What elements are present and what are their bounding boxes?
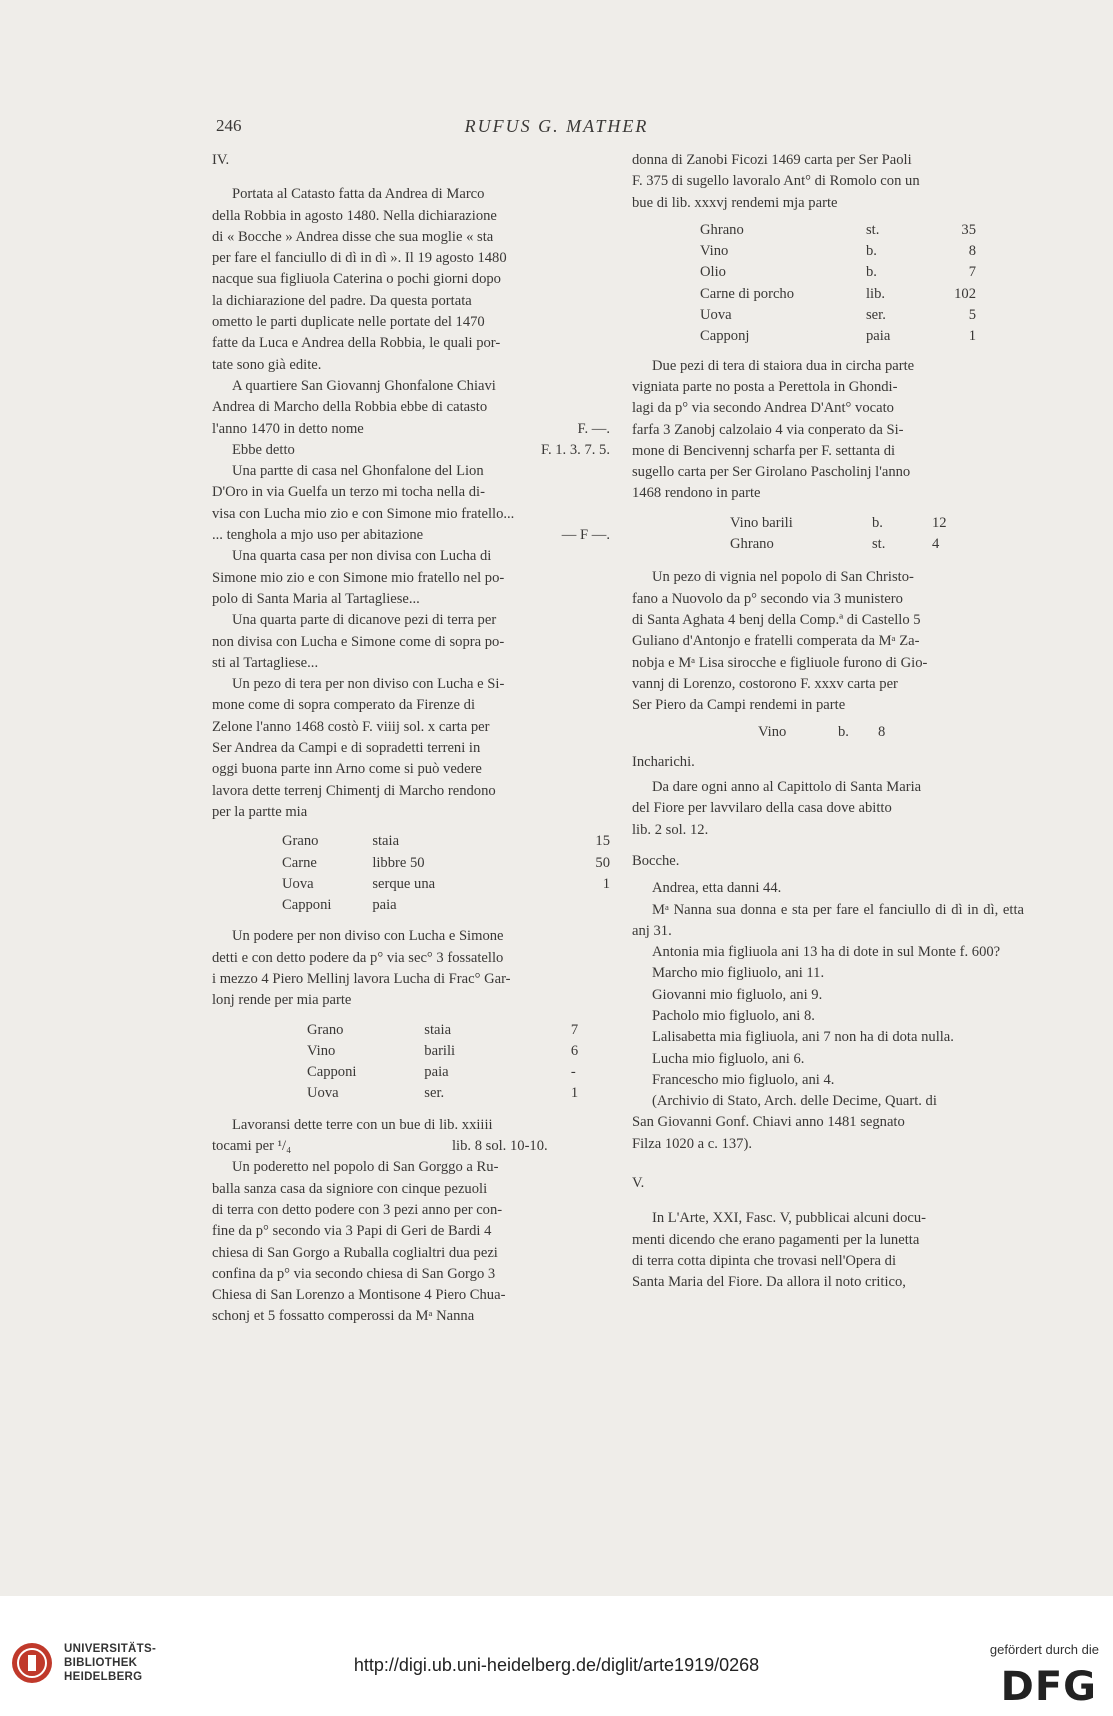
table-cell: barili [424, 1042, 456, 1059]
table-cell: 1 [968, 328, 976, 345]
text-line: Ser Andrea da Campi e di sopradetti terreni in [212, 740, 481, 757]
quarta-parte-paragraph [212, 610, 610, 674]
table-cell: b. [866, 264, 877, 281]
tocami-line [212, 1136, 610, 1157]
text-line: donna di Zanobi Ficozi 1469 carta per Ser Paoli [632, 152, 912, 168]
capittolo-value: lib. 2 sol. 12. [632, 821, 709, 838]
text-line: per la partte mia [212, 803, 308, 820]
table-row [212, 831, 610, 852]
text-line: lavora dette terrenj Chimentj di Marcho rendono [212, 782, 496, 799]
library-line: HEIDELBERG [64, 1671, 143, 1683]
podere-paragraph [212, 926, 610, 1011]
table-cell: Capponj [700, 328, 750, 345]
table-cell: 15 [595, 833, 610, 850]
table-cell: 5 [968, 307, 976, 324]
anno-value: F. —. [577, 420, 610, 437]
list-item: Andrea, etta danni 44. [652, 880, 782, 897]
text-line: schonj et 5 fossatto comperossi da Mᵃ Nanna [212, 1308, 475, 1325]
text-line: vannj di Lorenzo, costorono F. xxxv carta per [632, 675, 898, 692]
text-line: oggi buona parte inn Arno come si può vedere [212, 761, 482, 778]
text-line: confina da p° via secondo chiesa di San Gorgo 3 [212, 1265, 496, 1282]
text-line: ometto le parti duplicate nelle portate del 1470 [212, 314, 485, 331]
text-line: di terra cotta dipinta che trovasi nell'Opera di [632, 1252, 896, 1269]
incharichi-heading: Incharichi. [632, 753, 695, 770]
table-cell: - [570, 1064, 576, 1081]
archivio-paragraph [632, 1091, 1024, 1155]
table-cell: Uova [282, 875, 314, 892]
text-line: Un podere per non diviso con Lucha e Simone [232, 928, 504, 945]
text-line: Santa Maria del Fiore. Da allora il noto critico, [632, 1274, 906, 1291]
table-cell: Uova [700, 307, 732, 324]
table-cell: 1 [570, 1085, 579, 1102]
section-heading-v: V. [632, 1175, 645, 1192]
text-line: D'Oro in via Guelfa un terzo mi tocha nella di- [212, 484, 485, 501]
text-line: nacque sua figliuola Caterina o pochi giorni dopo [212, 271, 501, 288]
table-row [212, 1062, 610, 1083]
rent-table-1 [212, 831, 610, 916]
ebbe-value: F. 1. 3. 7. 5. [541, 441, 610, 458]
text-line: In L'Arte, XXI, Fasc. V, pubblicai alcuni docu- [652, 1210, 927, 1227]
table-cell: 35 [961, 221, 976, 238]
table-cell: Carne [282, 854, 317, 871]
tocami-text: tocami per ¹/₄ [212, 1138, 292, 1155]
ebbe-text: Ebbe detto [232, 441, 295, 458]
table-row [212, 1020, 610, 1041]
due-pezi-paragraph [632, 356, 1024, 505]
library-line: UNIVERSITÄTS- [64, 1643, 157, 1655]
list-item: Giovanni mio figluolo, ani 9. [652, 986, 823, 1003]
table-cell: b. [866, 243, 877, 260]
table-cell: st. [866, 221, 880, 238]
table-cell: Capponi [282, 897, 332, 914]
footer-bar [0, 1596, 1113, 1716]
text-line: Ser Piero da Campi rendemi in parte [632, 697, 846, 714]
table-cell: 8 [878, 724, 886, 741]
text-line: Chiesa di San Lorenzo a Montisone 4 Piero Chua- [212, 1287, 506, 1304]
table-row [632, 284, 1024, 305]
table-cell: 50 [595, 854, 610, 871]
table-row [632, 220, 1024, 241]
text-line: San Giovanni Gonf. Chiavi anno 1481 segnato [632, 1114, 905, 1131]
funded-by-label: gefördert durch die [989, 1642, 1099, 1657]
text-line: della Robbia in agosto 1480. Nella dichiarazione [212, 207, 497, 224]
table-row [212, 853, 610, 874]
table-cell [572, 895, 610, 916]
text-line: menti dicendo che erano pagamenti per la lunetta [632, 1231, 920, 1248]
table-row [212, 1041, 610, 1062]
donna-paragraph [632, 150, 1024, 214]
text-line: Un pezo di tera per non diviso con Lucha e Si- [232, 676, 505, 693]
text-line: Portata al Catasto fatta da Andrea di Marco [232, 186, 485, 203]
text-line: F. 375 di sugello lavoralo Ant° di Romolo con un [632, 173, 920, 190]
table-cell: Ghrano [700, 221, 744, 238]
dfg-logo: DFG [1000, 1664, 1097, 1710]
text-line: non divisa con Lucha e Simone come di sopra po- [212, 633, 505, 650]
text-line: fine da p° secondo via 3 Papi di Geri de Bardi 4 [212, 1223, 492, 1240]
table-row [632, 262, 1024, 283]
text-line: fano a Nuovolo da p° secondo via 3 munistero [632, 590, 903, 607]
text-line: per fare el fanciullo di dì in dì ». Il 19 agosto 1480 [212, 250, 507, 267]
list-item: Antonia mia figliuola ani 13 ha di dote in sul Monte f. 600? [652, 944, 1001, 961]
table-cell: staia [372, 833, 400, 850]
quartiere-paragraph [212, 376, 610, 419]
text-line: nobja e Mᵃ Lisa sirocche e figliuole furono di Gio- [632, 654, 928, 671]
text-line: Un pezo di vignia nel popolo di San Christo- [652, 569, 914, 586]
list-item: Francescho mio figluolo, ani 4. [652, 1071, 835, 1088]
poderetto-paragraph [212, 1157, 610, 1327]
text-line: balla sanza casa da signiore con cinque pezuoli [212, 1180, 488, 1197]
table-cell: paia [866, 328, 891, 345]
text-line: visa con Lucha mio zio e con Simone mio fratello... [212, 505, 515, 522]
partte-paragraph [212, 461, 610, 525]
text-line: del Fiore per lavvilaro della casa dove abitto [632, 800, 892, 817]
anno-text: l'anno 1470 in detto nome [212, 420, 364, 437]
permalink-url[interactable]: http://digi.ub.uni-heidelberg.de/diglit/arte1919/0268 [353, 1655, 760, 1675]
section-heading-iv: IV. [212, 152, 230, 168]
tocami-value: lib. 8 sol. 10-10. [452, 1138, 548, 1155]
table-cell: Vino barili [730, 514, 793, 531]
text-line: Simone mio zio e con Simone mio fratello nel po- [212, 569, 505, 586]
list-item: Lalisabetta mia figliuola, ani 7 non ha di dota nulla. [652, 1029, 954, 1046]
running-head: RUFUS G. MATHER [464, 116, 649, 136]
text-line: fatte da Luca e Andrea della Robbia, le quali por- [212, 335, 501, 352]
text-line: Una quarta parte di dicanove pezi di terra per [232, 612, 497, 629]
table-row [212, 895, 610, 916]
table-cell: b. [838, 724, 849, 741]
quarta-casa-paragraph [212, 546, 610, 610]
text-line: di terra con detto podere con 3 pezi anno per con- [212, 1201, 503, 1218]
text-line: i mezzo 4 Piero Mellinj lavora Lucha di Frac° Gar- [212, 970, 511, 987]
table-cell: Uova [307, 1085, 339, 1102]
text-line: chiesa di San Gorgo a Ruballa coglialtri dua pezi [212, 1244, 498, 1261]
text-line: vigniata parte no posta a Perettola in Ghondi- [632, 378, 898, 395]
library-line: BIBLIOTHEK [64, 1657, 138, 1669]
vignia-paragraph [632, 567, 1024, 716]
text-line: (Archivio di Stato, Arch. delle Decime, Quart. di [652, 1093, 937, 1110]
text-line: 1468 rendono in parte [632, 485, 761, 502]
vino-row [632, 722, 1024, 743]
bocche-heading: Bocche. [632, 852, 680, 869]
table-cell: 7 [570, 1021, 579, 1038]
table-cell: 6 [570, 1042, 579, 1059]
text-line: mone di Bencivennj scharfa per F. settanta di [632, 442, 896, 459]
list-item: Pacholo mio figluolo, ani 8. [652, 1007, 815, 1024]
text-line: mone come di sopra comperato da Firenze di [212, 697, 476, 714]
table-cell: libbre 50 [372, 854, 425, 871]
tenghola-value: — F —. [561, 527, 610, 544]
text-line: Zelone l'anno 1468 costò F. viiij sol. x carta per [212, 718, 490, 735]
table-cell: 4 [932, 536, 940, 553]
table-cell: Vino [307, 1042, 336, 1059]
list-item: Lucha mio figluolo, ani 6. [652, 1050, 805, 1067]
text-line: la dichiarazione del padre. Da questa portata [212, 292, 472, 309]
final-paragraph [632, 1208, 1024, 1293]
table-cell: Capponi [307, 1064, 357, 1081]
table-row [632, 513, 1024, 534]
table-cell: b. [872, 514, 883, 531]
text-line: lagi da p° via secondo Andrea D'Ant° vocato [632, 400, 894, 417]
pezo-paragraph [212, 674, 610, 823]
table-row [632, 534, 1024, 555]
table-cell: Vino [758, 724, 787, 741]
text-line: Guliano d'Antonjo e fratelli comperata da Mᵃ Za- [632, 633, 920, 650]
table-cell: Vino [700, 243, 729, 260]
text-line: farfa 3 Zanobj calzolaio 4 via conperato da Si- [632, 421, 904, 438]
table-cell: 8 [968, 243, 976, 260]
text-line: tate sono già edite. [212, 356, 322, 373]
text-line: sti al Tartagliese... [212, 654, 319, 671]
text-line: Da dare ogni anno al Capittolo di Santa Maria [652, 779, 922, 796]
table-cell: paia [424, 1064, 449, 1081]
table-cell: Grano [307, 1021, 344, 1038]
table-cell: lib. [866, 285, 886, 302]
text-line: Un poderetto nel popolo di San Gorggo a Ru- [232, 1159, 499, 1176]
text-line: di Santa Aghata 4 benj della Comp.ª di Castello 5 [632, 611, 921, 628]
rent-table-2 [212, 1020, 610, 1105]
table-cell: paia [372, 897, 397, 914]
rent-table-4 [632, 513, 1024, 556]
intro-paragraph [212, 184, 610, 376]
text-line: lonj rende per mia parte [212, 992, 352, 1009]
capittolo-paragraph [632, 777, 1024, 820]
text-line: sugello carta per Ser Girolano Pascholinj l'anno [632, 464, 911, 481]
text-line: A quartiere San Giovannj Ghonfalone Chiavi [232, 377, 496, 394]
tenghola-line [212, 525, 610, 546]
table-row [212, 1083, 610, 1104]
left-column [212, 0, 610, 1328]
table-cell: st. [872, 536, 886, 553]
ebbe-line [212, 440, 610, 461]
table-cell: 12 [932, 514, 947, 531]
table-row [632, 326, 1024, 347]
table-cell: staia [424, 1021, 452, 1038]
table-cell: ser. [866, 307, 886, 324]
anno-line [212, 419, 610, 440]
text-line: bue di lib. xxxvj rendemi mja parte [632, 194, 838, 211]
bocche-list [632, 878, 1024, 1091]
text-line: Una quarta casa per non divisa con Lucha di [232, 548, 492, 565]
table-cell: Carne di porcho [700, 285, 795, 302]
table-cell: 102 [954, 285, 976, 302]
rent-table-3 [632, 220, 1024, 348]
text-line: di « Bocche » Andrea disse che sua moglie « sta [212, 228, 494, 245]
list-item: Mᵃ Nanna sua donna e sta per fare el fanciullo di dì in dì, etta anj 31. [632, 901, 1024, 939]
text-line: detti e con detto podere da p° via sec° 3 fossatello [212, 949, 504, 966]
right-column [632, 0, 1024, 1294]
table-cell: serque una [372, 875, 436, 892]
list-item: Marcho mio figliuolo, ani 11. [652, 965, 825, 982]
tenghola-text: ... tenghola a mjo uso per abitazione [212, 527, 424, 544]
table-row [632, 305, 1024, 326]
table-row [212, 874, 610, 895]
table-cell: ser. [424, 1085, 445, 1102]
table-cell: 7 [968, 264, 976, 281]
text-line: Due pezi di tera di staiora dua in circha parte [652, 357, 915, 374]
text-line: polo di Santa Maria al Tartagliese... [212, 590, 420, 607]
table-cell: 1 [602, 875, 610, 892]
table-row [632, 241, 1024, 262]
page-number: 246 [216, 116, 242, 135]
text-line: Andrea di Marcho della Robbia ebbe di catasto [212, 399, 488, 416]
table-cell: Ghrano [730, 536, 774, 553]
lavoransi-line: Lavoransi dette terre con un bue di lib. xxiiii [232, 1116, 493, 1133]
text-line: Una partte di casa nel Ghonfalone del Lion [232, 463, 484, 480]
table-cell: Grano [282, 833, 319, 850]
table-cell: Olio [700, 264, 726, 281]
text-line: Filza 1020 a c. 137). [632, 1135, 752, 1152]
